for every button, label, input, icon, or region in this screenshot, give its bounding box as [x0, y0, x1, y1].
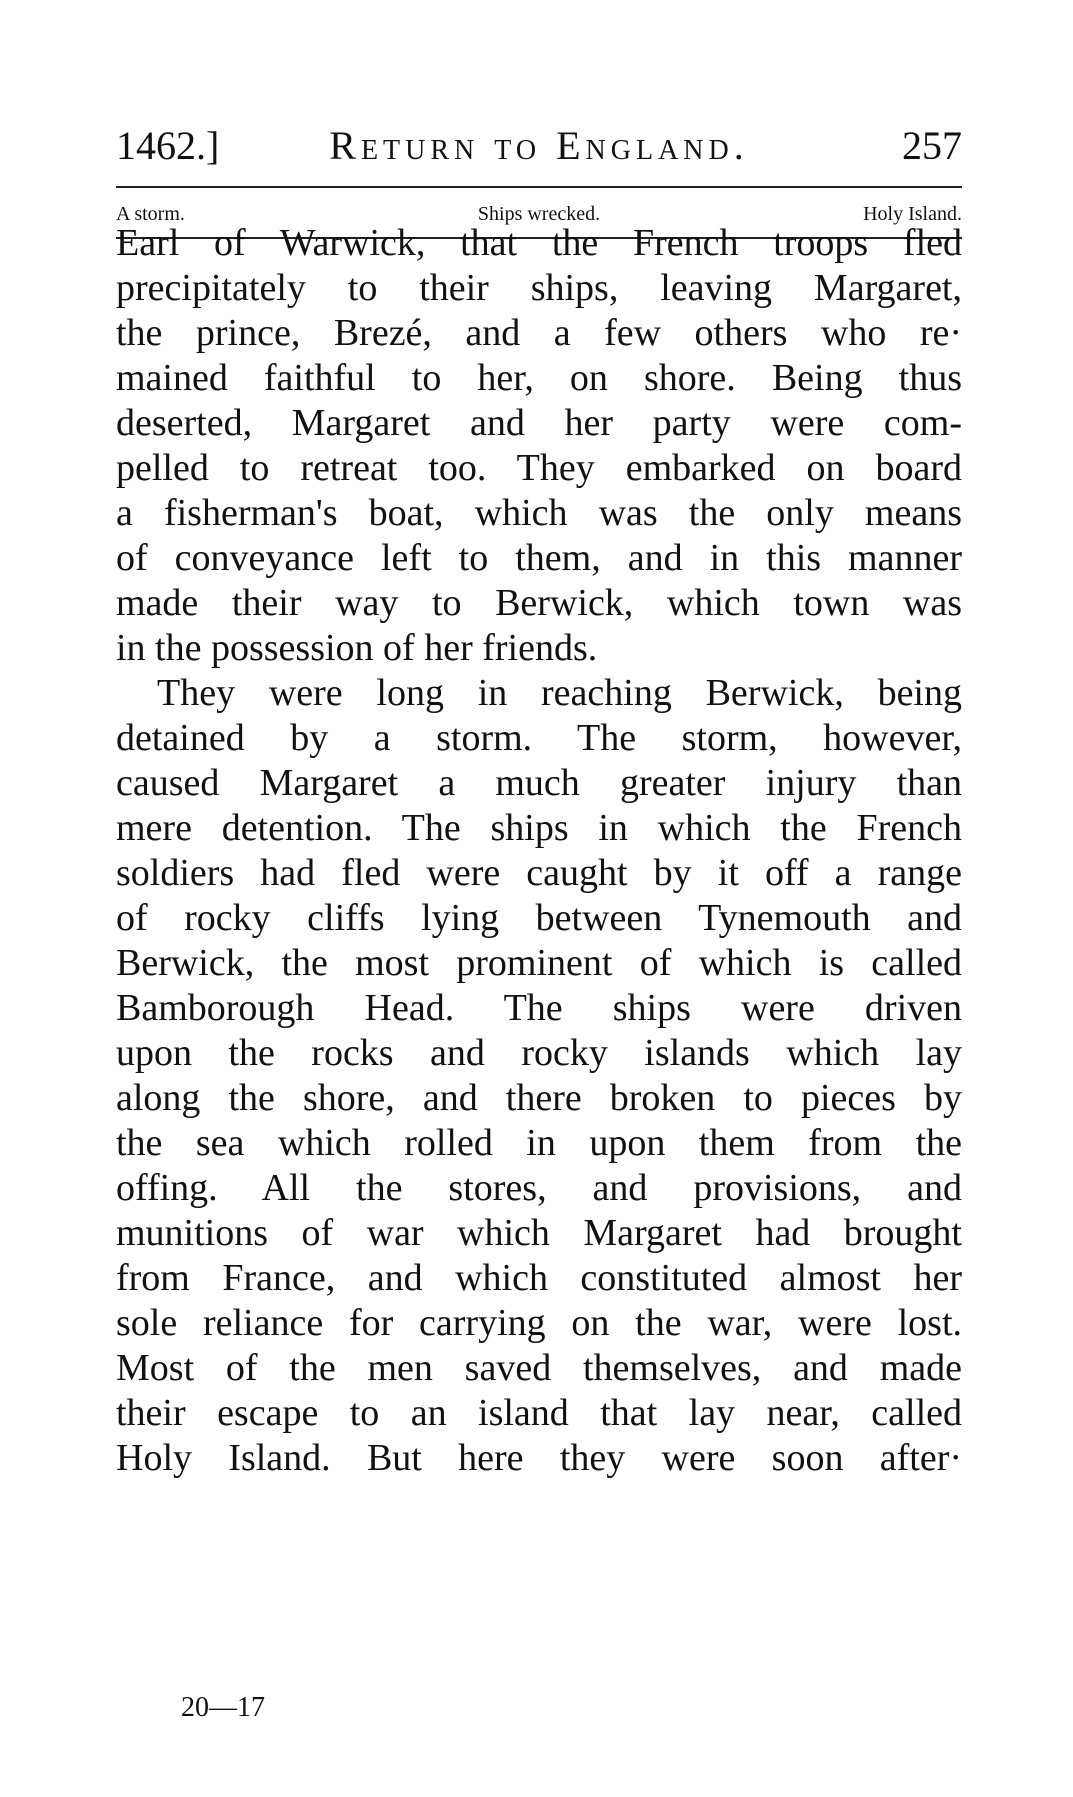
- text-line: in the possession of her friends.: [116, 627, 598, 669]
- header-rule-top: [116, 186, 962, 188]
- text-line: Earl of Warwick, that the French troops fled: [116, 222, 962, 264]
- text-line: pelled to retreat too. They embarked on board: [116, 447, 962, 489]
- text-line: mere detention. The ships in which the French: [116, 807, 962, 849]
- running-header: [116, 118, 962, 174]
- text-line: a fisherman's boat, which was the only means: [116, 492, 962, 534]
- text-line: the sea which rolled in upon them from the: [116, 1122, 962, 1164]
- text-line: Most of the men saved themselves, and made: [116, 1347, 962, 1389]
- page-number: 257: [902, 123, 962, 168]
- text-line: of conveyance left to them, and in this manner: [116, 537, 962, 579]
- text-line: their escape to an island that lay near, called: [116, 1392, 962, 1434]
- text-line: offing. All the stores, and provisions, and: [116, 1167, 962, 1209]
- text-line: Berwick, the most prominent of which is called: [116, 942, 962, 984]
- text-line: the prince, Brezé, and a few others who re·: [116, 312, 962, 354]
- text-line: Holy Island. But here they were soon after·: [116, 1437, 962, 1479]
- text-line: Bamborough Head. The ships were driven: [116, 987, 962, 1029]
- text-line: soldiers had fled were caught by it off a range: [116, 852, 962, 894]
- signature-mark: 20—17: [181, 1692, 265, 1723]
- text-line: from France, and which constituted almost her: [116, 1257, 962, 1299]
- header-title: Return to England.: [329, 123, 749, 168]
- text-line: made their way to Berwick, which town was: [116, 582, 962, 624]
- text-line: detained by a storm. The storm, however,: [116, 717, 962, 759]
- text-line: They were long in reaching Berwick, being: [157, 672, 962, 714]
- text-line: precipitately to their ships, leaving Margaret,: [116, 267, 962, 309]
- side-note-center: Ships wrecked.: [477, 203, 601, 225]
- text-line: sole reliance for carrying on the war, were lost.: [116, 1302, 962, 1344]
- text-line: munitions of war which Margaret had brought: [116, 1212, 962, 1254]
- text-line: of rocky cliffs lying between Tynemouth and: [116, 897, 962, 939]
- side-note-right: Holy Island.: [863, 203, 962, 225]
- text-line: mained faithful to her, on shore. Being thus: [116, 357, 962, 399]
- text-line: upon the rocks and rocky islands which lay: [116, 1032, 962, 1074]
- text-line: along the shore, and there broken to pieces by: [116, 1077, 962, 1119]
- header-year: 1462.]: [116, 123, 220, 168]
- side-note-left: A storm.: [116, 203, 185, 225]
- text-line: caused Margaret a much greater injury than: [116, 762, 962, 804]
- text-line: deserted, Margaret and her party were com-: [116, 402, 962, 444]
